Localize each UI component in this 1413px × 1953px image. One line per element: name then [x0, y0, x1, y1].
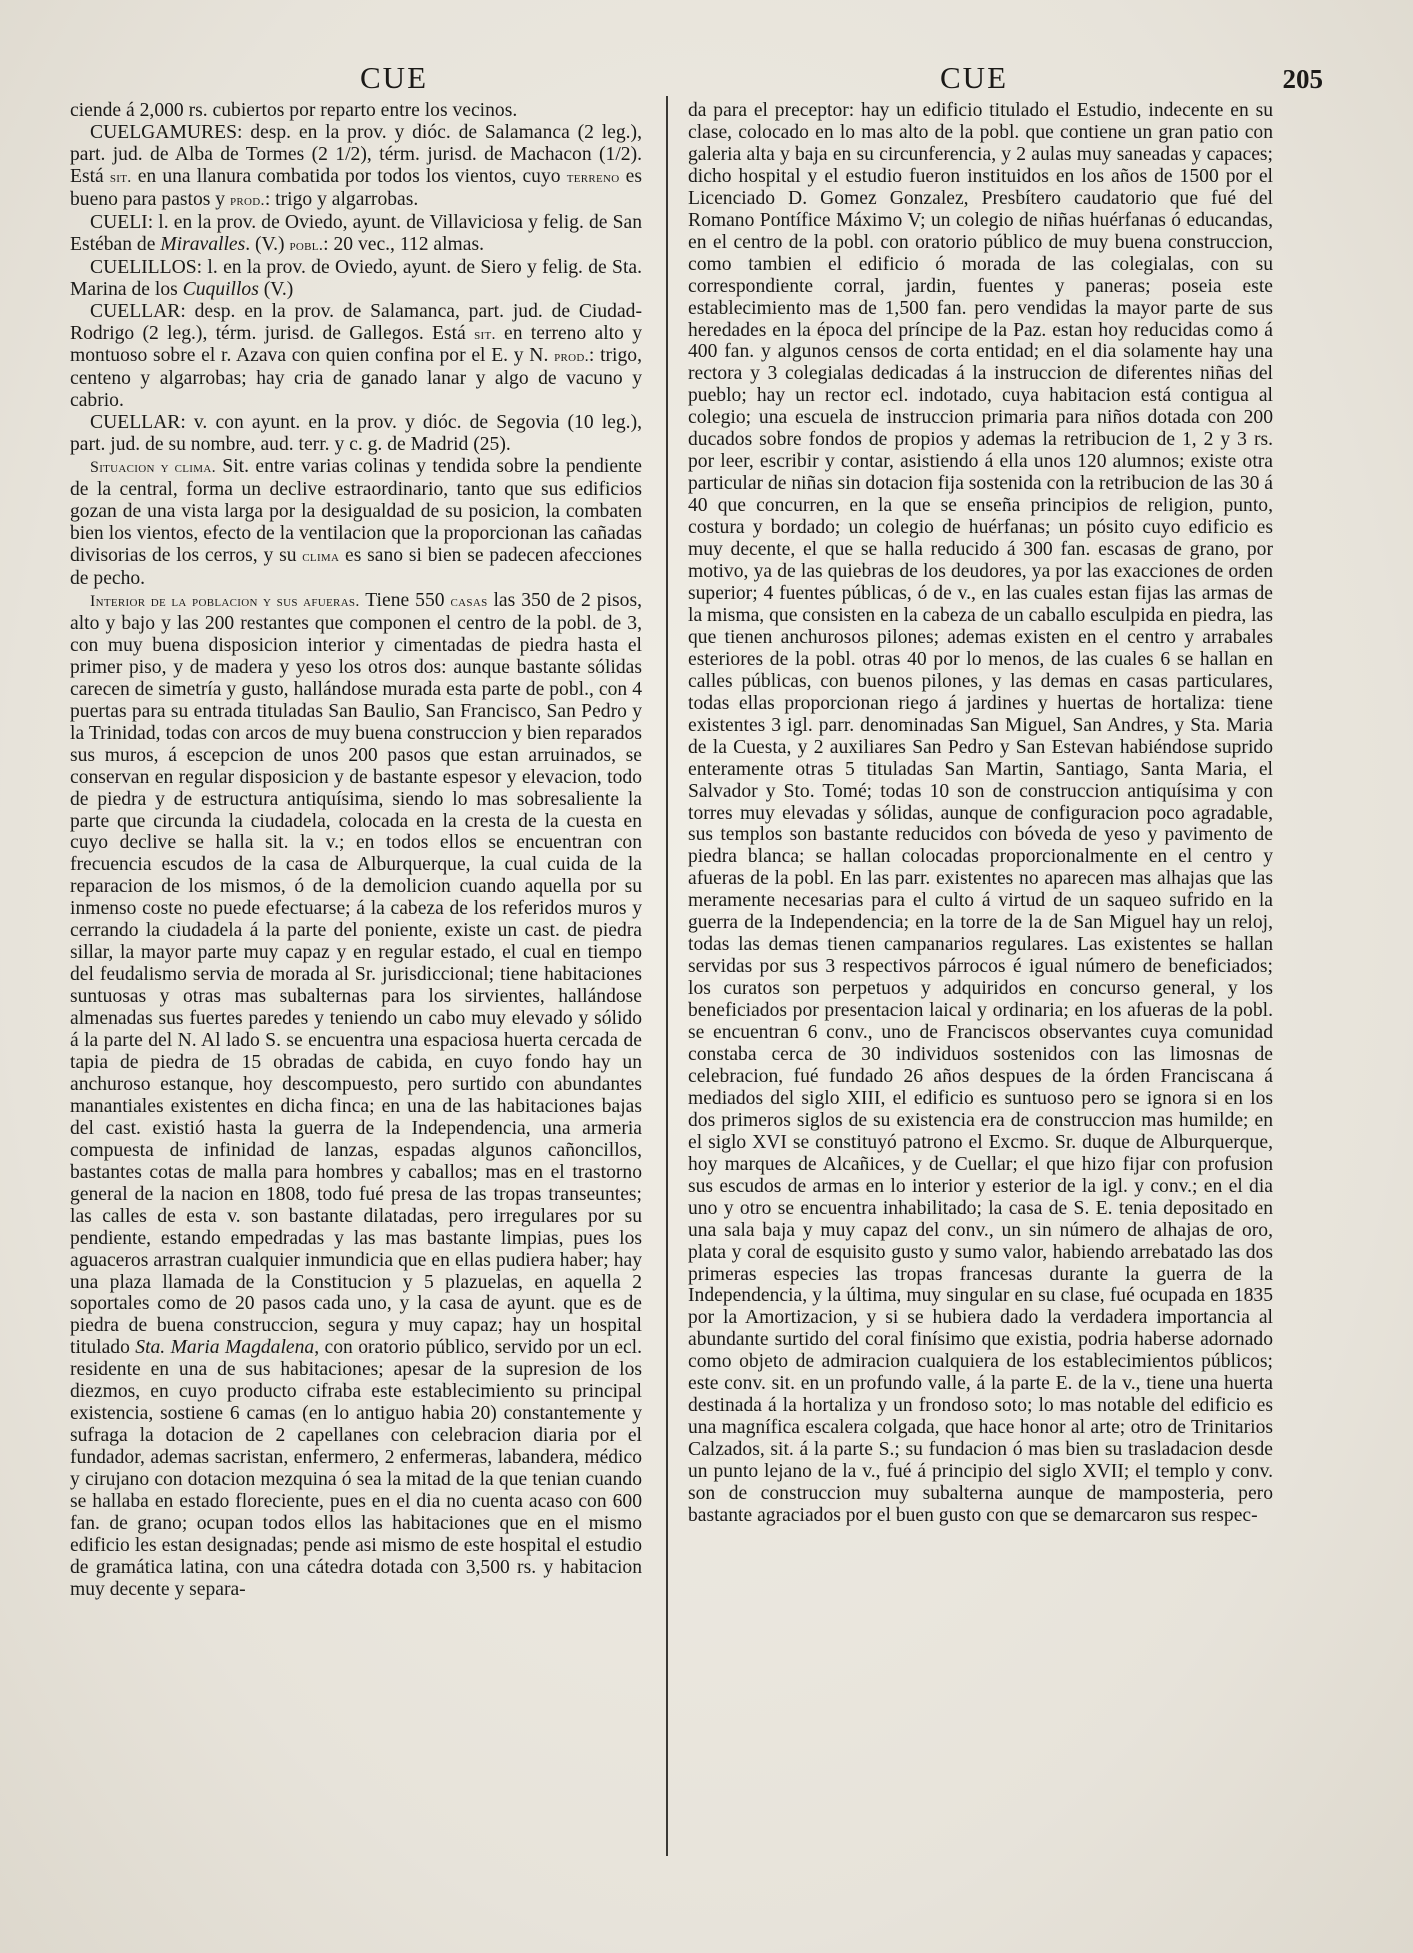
abbrev-pobl: pobl. [289, 236, 324, 254]
abbrev-sit: sit. [109, 168, 132, 186]
abbrev-prod: prod. [554, 348, 589, 366]
entry-text: (V.) [258, 278, 294, 300]
entry-text: : v. con ayunt. en la prov. y dióc. de Segovia (10 leg.), part. jud. de su nombre, aud. terr. y c. g. de Madrid (25). [70, 412, 642, 456]
section-text: Sit. entre varias colinas y tendida sobre la pendiente de la central, forma un declive estraordinario, tanto que sus edificios gozan de una vista larga por la desigualdad de su posicion, la combaten bien los vientos, efecto de la ventilacion que la proporcionan las cañadas divisorias de los cerros, y su [70, 456, 642, 567]
entry-text: : desp. en la prov. de Salamanca, part. jud. de Ciudad-Rodrigo (2 leg.), térm. jurisd. de Gallegos. Está [70, 300, 642, 344]
left-column [70, 100, 642, 1601]
column-divider [666, 96, 668, 1856]
entry-cuellar-desp [70, 301, 642, 413]
entry-cueli [70, 212, 642, 257]
entry-text: en una llanura combatida por todos los vientos, cuyo [131, 165, 567, 187]
entry-text: : l. en la prov. de Oviedo, ayunt. de Siero y felig. de Sta. Marina de los [70, 256, 642, 300]
continued-paragraph [70, 100, 642, 122]
entry-headword: CUELLAR [90, 412, 181, 434]
continued-paragraph: da para el preceptor: hay un edificio titulado el Estudio, indecente en su clase, colocado en lo mas alto de la pobl. que contiene un gran patio con galeria alta y baja en su circunferencia, y 2 aulas muy saneadas y capaces; dicho hospital y el estudio fueron instituidos en los años de 1500 por el Licenciado D. Gomez Gonzalez, Presbítero caudatorio que fué del Romano Pontífice Máximo V; un colegio de niñas huérfanas ó educandas, en el centro de la pobl. con oratorio público de muy buena construccion, como tambien el edificio ó morada de las colegialas, con su correspondiente corral, jardin, fuentes y paneras; poseia este establecimiento mas de 1,500 fan. pero vendidas la mayor parte de sus heredades en la época del príncipe de la Paz. estan hoy reducidas como á 400 fan. y algunos censos de corta entidad; en el dia solamente hay una rectora y 3 colegialas dedicadas á la instruccion de diferentes niñas del pueblo; hay un rector ecl. indotado, cuya habitacion está contigua al colegio; una escuela de instruccion primaria para niños dotada con 200 ducados sobre fondos de propios y ademas la retribucion de 1, 2 y 3 rs. por leer, escribir y contar, asistiendo á ella unos 120 alumnos; existe otra particular de niñas sin dotacion fija sostenida con la retribucion de las 30 á 40 que concurren, en la que se enseña principios de religion, punto, costura y bordado; un colegio de huérfanas; un pósito cuyo edificio es muy decente, el que se halla reducido á 300 fan. escasas de grano, por motivo, ya de las quiebras de los deudores, ya por las exacciones de orden superior; 4 fuentes públicas, ó de v., en las cuales estan fijas las armas de la misma, que consisten en la cabeza de un caballo esculpida en piedra, las que tienen anchurosos pilones; ademas existen en el centro y arrabales esteriores de la pobl. otras 40 por lo menos, de las cuales 6 se hallan en calles públicas, con buenos pilones, y las demas en casas particulares, todas ellas proporcionan riego á jardines y huertas de hortaliza: tiene existentes 3 igl. parr. denominadas San Miguel, San Andres, y Sta. Maria de la Cuesta, y 2 auxiliares San Pedro y San Estevan habiéndose suprido enteramente otras 5 tituladas San Martin, Santiago, Santa Maria, el Salvador y Sto. Tomé; todas 10 son de construccion antiquísima y con torres muy elevadas y sólidas, aunque de configuracion poco agradable, sus templos son bastante reducidos con bóveda de yeso y pavimento de piedra blanca; se hallan colocadas proporcionalmente en el centro y afueras de la pobl. En las parr. existentes no aparecen mas alhajas que las meramente necesarias para el culto á virtud de un saqueo sufrido en la guerra de la Independencia; en la torre de la de San Miguel hay un reloj, todas las demas tienen campanarios regulares. Las existentes se hallan servidas por sus 3 respectivos párrocos é igual número de beneficiados; los curatos son perpetuos y adquiridos en concurso general, y los beneficiados por presentacion laical y ordinaria; en los afueras de la pobl. se encuentran 6 conv., uno de Franciscos observantes cuya comunidad constaba cerca de 30 individuos sostenidos con las limosnas de celebracion, fué fundado 26 años despues de la órden Franciscana á mediados del siglo XIII, el edificio es suntuoso pero se ignora si en los dos primeros siglos de su existencia era de construccion mas humilde; en el siglo XVI se constituyó patrono el Excmo. Sr. duque de Alburquerque, hoy marques de Alcañices, y de Cuellar; el que hizo fijar con profusion sus escudos de armas en lo interior y esterior de la igl. y conv.; en el dia uno y otro se encuentra inhabilitado; la casa de S. E. tenia depositado en una sala baja y muy capaz del conv., un sin número de alhajas de oro, plata y coral de esquisito gusto y sumo valor, habiendo arrebatado las dos primeras especies las tropas francesas durante la guerra de la Independencia, y la última, muy singular en su clase, fué ocupada en 1835 por la Amortizacion, y si se hubiera dado la verdadera importancia al abundante surtido del coral finísimo que existia, podria haberse adornado como objeto de admiracion cualquiera de los establecimientos públicos; este conv. sit. en un profundo valle, á la parte E. de la v., tiene una huerta destinada á la hortaliza y un frondoso soto; lo mas notable del edificio es una magnífica escalera colgada, que hace honor al arte; otro de Trinitarios Calzados, sit. á la parte S.; su fundacion ó mas bien su trasladacion desde un punto lejano de la v., fué á principio del siglo XVII; el templo y conv. son de construccion muy subalterna aunque de mamposteria, pero bastante agraciados por el buen gusto con que se demarcaron sus respec- [688, 100, 1273, 1526]
page-number: 205 [1282, 64, 1323, 94]
entry-headword: CUELILLOS [90, 256, 197, 278]
place-name: Cuquillos [182, 278, 259, 300]
entry-text: es bueno para pastos y [70, 165, 642, 210]
right-column [688, 100, 1273, 1527]
place-name: Miravalles [160, 233, 246, 255]
section-heading: Interior de la poblacion y sus afueras. [90, 592, 360, 610]
section-text: , con oratorio público, servido por un ecl. residente en una de sus habitaciones; apesar de la supresion de los diezmos, en cuyo producto cifraba este establecimiento su principal existencia, sostiene 6 camas (en lo antiguo habia 20) constantemente y sufraga la dotacion de 2 capellanes con celebracion diaria por el fundador, ademas sacristan, enfermero, 2 enfermeras, labandera, médico y cirujano con dotacion mezquina ó sea la mitad de la que tenian cuando se hallaba en estado floreciente, pues en el dia no cuenta acaso con 600 fan. de grano; ocupan todos ellos las habitaciones que en el mismo edificio les estan designadas; pende asi mismo de este hospital el estudio de gramática latina, con una cátedra dotada con 3,500 rs. y habitacion muy decente y separa- [70, 1337, 642, 1600]
entry-text: : 20 vec., 112 almas. [323, 233, 485, 255]
abbrev-clima: clima [302, 548, 340, 566]
section-text: Tiene 550 [359, 589, 451, 611]
section-heading: Situacion y clima. [90, 459, 216, 477]
entry-text: : desp. en la prov. y dióc. de Salamanca (2 leg.), part. jud. de Alba de Tormes (2 1/2), térm. jurisd. de Machacon (1/2). Está [70, 121, 642, 187]
abbrev-terreno: terreno [566, 168, 620, 186]
entry-text: . (V.) [245, 233, 290, 255]
entry-headword: CUELGAMURES [90, 121, 237, 143]
section-text: las 350 de 2 pisos, alto y bajo y las 200 restantes que componen el centro de la pobl. de 3, con muy buena disposicion interior y cimentadas de piedra hasta el primer piso, y de madera y yeso los otros dos: aunque bastante sólidas carecen de simetría y gusto, hallándose murada esta parte de pobl., con 4 puertas para su entrada tituladas San Baulio, San Francisco, San Pedro y la Trinidad, todas con arcos de muy buena construccion y bien reparados sus muros, á escepcion de unos 200 pasos que estan arruinados, se conservan en regular disposicion y de bastante espesor y elevacion, todo de piedra y de estructura antiquísima, siendo lo mas sobresaliente la parte que circunda la ciudadela, colocada en la cresta de la cuesta en cuyo declive se halla sit. la v.; en todos ellos se encuentran con frecuencia escudos de la casa de Alburquerque, la cual cuida de la reparacion de los mismos, ó de la demolicion cuando aquella por su inmenso coste no puede efectuarse; á la cabeza de los referidos muros y cerrando la ciudadela á la parte del poniente, existe un cast. de piedra sillar, la mayor parte muy capaz y en regular estado, el cual en tiempo del feudalismo servia de morada al Sr. jurisdiccional; tiene habitaciones suntuosas y otras mas subalternas para los sirvientes, hallándose almenadas sus fuertes paredes y teniendo un cabo muy elevado y sólido á la parte del N. Al lado S. se encuentra una espaciosa huerta cercada de tapia de piedra de 15 obradas de cabida, en cuyo fondo hay un anchuroso estanque, hoy descompuesto, pero surtido con abundantes manantiales existentes en dicha finca; en una de las habitaciones bajas del cast. existió hasta la guerra de la Independencia, una armeria compuesta de infinidad de lanzas, espadas algunos cañoncillos, bastantes cotas de malla para hombres y caballos; mas en el trastorno general de la nacion en 1808, todo fué presa de las tropas transeuntes; las calles de esta v. son bastante dilatadas, pero irregulares por su pendiente, estando empedradas y las mas bastante limpias, pues los aguaceros arrastran cualquier inmundicia que en ellas pudiera haber; hay una plaza llamada de la Constitucion y 5 plazuelas, en aquella 2 soportales como de 20 pasos cada uno, y la casa de ayunt. que es de piedra de buena construccion, segura y muy capaz; hay un hospital titulado [70, 589, 642, 1359]
running-head-left: CUE [360, 60, 428, 95]
section-situacion [70, 456, 642, 590]
entry-cuellar-villa [70, 412, 642, 456]
entry-text: en terreno alto y montuoso sobre el r. Azava con quien confina por el E. y N. [70, 322, 642, 367]
running-head-right: CUE [940, 60, 1008, 95]
entry-headword: CUELI [90, 211, 148, 233]
hospital-name: Sta. Maria Magdalena [135, 1337, 315, 1359]
page-header [70, 60, 1343, 100]
entry-headword: CUELLAR [90, 300, 181, 322]
entry-text: : trigo, centeno y algarrobas; hay cria de ganado lanar y algo de vacuno y cabrio. [70, 345, 642, 412]
abbrev-prod: prod. [229, 191, 265, 209]
abbrev-sit: sit. [474, 325, 496, 343]
section-interior [70, 590, 642, 1601]
entry-cuelillos [70, 257, 642, 301]
section-text: es sano si bien se padecen afecciones de pecho. [70, 545, 643, 590]
entry-text: : l. en la prov. de Oviedo, ayunt. de Villaviciosa y felig. de San Estéban de [70, 211, 642, 255]
entry-text: : trigo y algarrobas. [264, 188, 419, 210]
paragraph-text: ciende á 2,000 rs. cubiertos por reparto entre los vecinos. [70, 100, 518, 121]
abbrev-casas: casas [450, 592, 488, 610]
entry-cuelgamures [70, 122, 642, 212]
